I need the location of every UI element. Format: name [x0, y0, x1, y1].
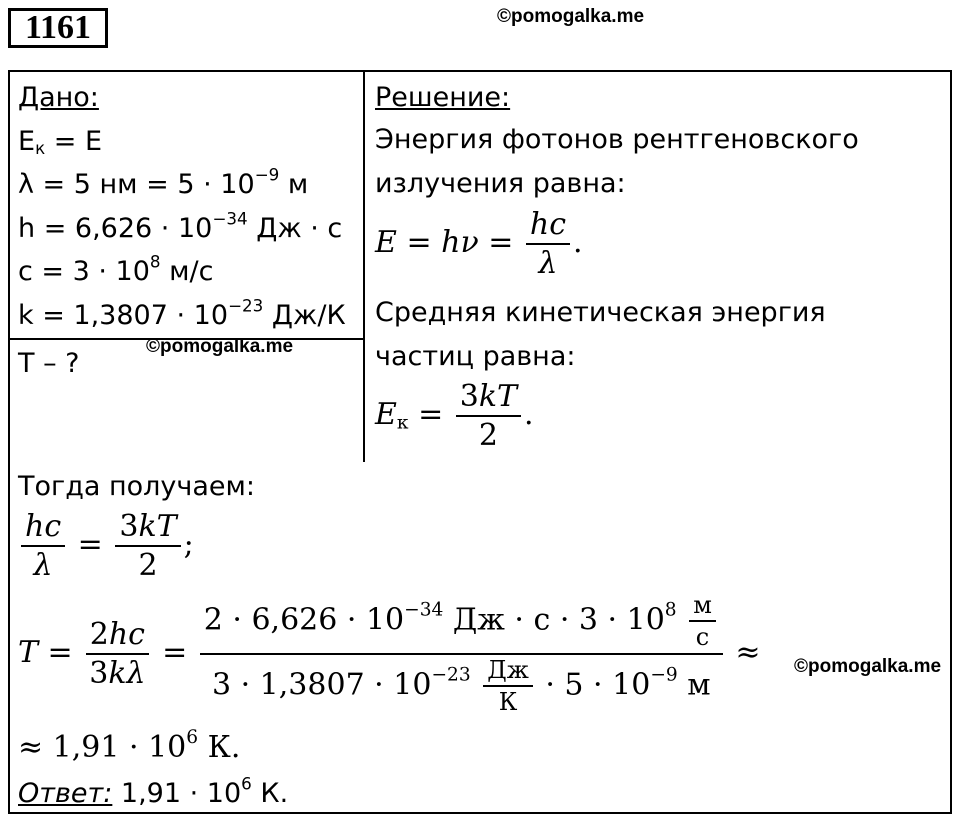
solution-text-3: Средняя кинетическая энергия — [375, 297, 826, 328]
problem-number: 1161 — [8, 8, 108, 48]
column-divider — [363, 70, 365, 462]
watermark-middle: ©pomogalka.me — [146, 336, 294, 357]
solution-text-2: излучения равна: — [375, 168, 626, 199]
answer-label: Ответ: — [18, 778, 113, 809]
watermark-right: ©pomogalka.me — [794, 656, 942, 677]
given-line-h: $h = 6,626 \cdot 10^{-34}$ Дж · с — [18, 208, 343, 244]
equation-temperature: T = $\frac{2hc}{3k\lambda}$ = $2 \cdot 6,626 \cdot 10^{-34}$ Дж · $с \cdot 3 \cdot 10^8$ $\frac{м}{с}$ $3 \cdot 1,3807 \cdot 10^{-23}$ $\frac{Дж}{К}$ · $5 \cdot 10^{-9}$ м ≈ — [18, 591, 761, 717]
answer-line: Ответ: $1,91 \cdot 10^6$ К. — [18, 773, 289, 809]
given-title: Дано: — [18, 82, 99, 113]
given-line-lambda: λ = 5 нм = $5 \cdot 10^{-9}$ м — [18, 164, 309, 200]
formula-photon-energy: E = hν = $\frac{hc}{\lambda}$ . — [375, 207, 583, 281]
watermark-top: ©pomogalka.me — [497, 6, 645, 27]
derivation-text: Тогда получаем: — [18, 471, 255, 502]
given-line-ek: $E_к = E$ — [18, 126, 103, 159]
solution-title: Решение: — [375, 82, 511, 113]
formula-kinetic-energy: $E_к$ = $\frac{3kT}{2}$ . — [375, 379, 534, 453]
solution-text-4: частиц равна: — [375, 341, 576, 372]
find-line: T – ? — [18, 348, 80, 379]
solution-text-1: Энергия фотонов рентгеновского — [375, 124, 859, 155]
equation-equality: $\frac{hc}{\lambda}$ = $\frac{3kT}{2}$ ; — [18, 510, 194, 582]
given-line-k: $k = 1,3807 \cdot 10^{-23}$ Дж/К — [18, 295, 346, 331]
given-line-c: $с = 3 \cdot 10^8$ м/с — [18, 251, 214, 287]
equation-result: ≈ $1,91 \cdot 10^6$ К. — [18, 727, 241, 765]
